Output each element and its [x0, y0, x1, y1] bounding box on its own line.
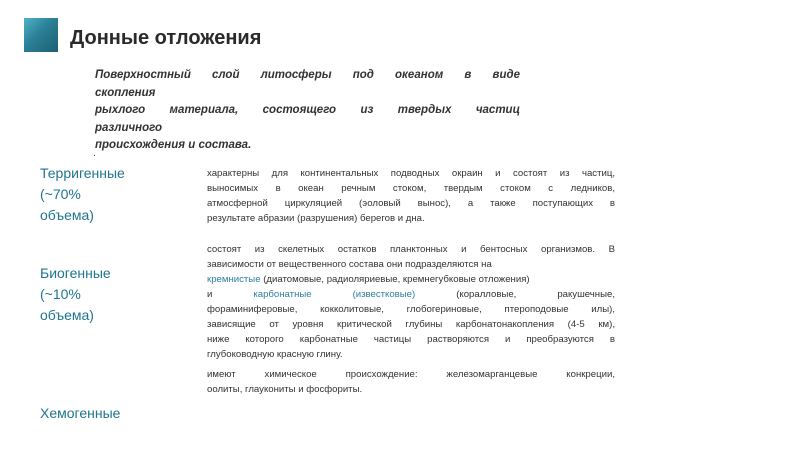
description-terrigenous	[207, 166, 615, 226]
definition-line: происхождения и состава.	[95, 139, 252, 151]
description-line	[207, 272, 615, 287]
definition-dot: .	[93, 148, 96, 159]
carbonate-link[interactable]: карбонатные (известковые)	[253, 289, 416, 300]
description-text: (диатомовые, радиоляриевые, кремнегубковые отложения)	[260, 274, 530, 285]
page-title: Донные отложения	[70, 27, 262, 49]
definition-line: скопления	[95, 86, 156, 99]
description-text: (коралловые, ракушечные,	[415, 289, 615, 300]
category-share: (~70%	[40, 186, 81, 202]
description-chemogenic	[207, 367, 615, 397]
description-line: имеют химическое происхождение: железомарганцевые конкреции,	[207, 369, 615, 380]
description-line: состоят из скелетных остатков планктонных и бентосных организмов. В	[207, 244, 615, 255]
description-line: фораминиферовые, кокколитовые, глобогериновые, птероподовые илы),	[207, 304, 615, 315]
category-chemogenic	[40, 403, 120, 424]
description-line: оолиты, глаукониты и фосфориты.	[207, 384, 363, 395]
definition-text	[95, 67, 520, 155]
category-name: Биогенные	[40, 265, 111, 281]
description-line: выносимых в океан речным стоком, твердым стоком с ледников,	[207, 183, 615, 194]
description-text: и	[207, 289, 254, 300]
category-share: (~10%	[40, 286, 81, 302]
definition-line: рыхлого материала, состоящего из твердых частиц	[95, 104, 520, 116]
description-biogenic	[207, 242, 615, 362]
description-line	[207, 287, 615, 302]
category-share-unit: объема)	[40, 307, 94, 323]
description-line: атмосферной циркуляцией (эоловый вынос), а также поступающих в	[207, 198, 615, 209]
definition-line: различного	[95, 121, 163, 134]
category-share-unit: объема)	[40, 207, 94, 223]
description-line: зависимости от вещественного состава они подразделяются на	[207, 259, 492, 270]
category-biogenic	[40, 263, 111, 326]
siliceous-link[interactable]: кремнистые	[207, 274, 261, 285]
category-terrigenous	[40, 163, 125, 226]
description-line: глубоководную красную глину.	[207, 349, 343, 360]
description-line: ниже которого карбонатные частицы растворяются и преобразуются в	[207, 334, 615, 345]
definition-line: Поверхностный слой литосферы под океаном в виде	[95, 69, 520, 81]
category-name: Хемогенные	[40, 405, 121, 421]
description-line: характерны для континентальных подводных окраин и состоят из частиц,	[207, 168, 615, 179]
description-line: зависящие от уровня критической глубины карбонатонакопления (4-5 км),	[207, 319, 615, 330]
description-line: результате абразии (разрушения) берегов и дна.	[207, 213, 425, 224]
category-name: Терригенные	[40, 165, 125, 181]
title-accent-square	[24, 18, 58, 52]
